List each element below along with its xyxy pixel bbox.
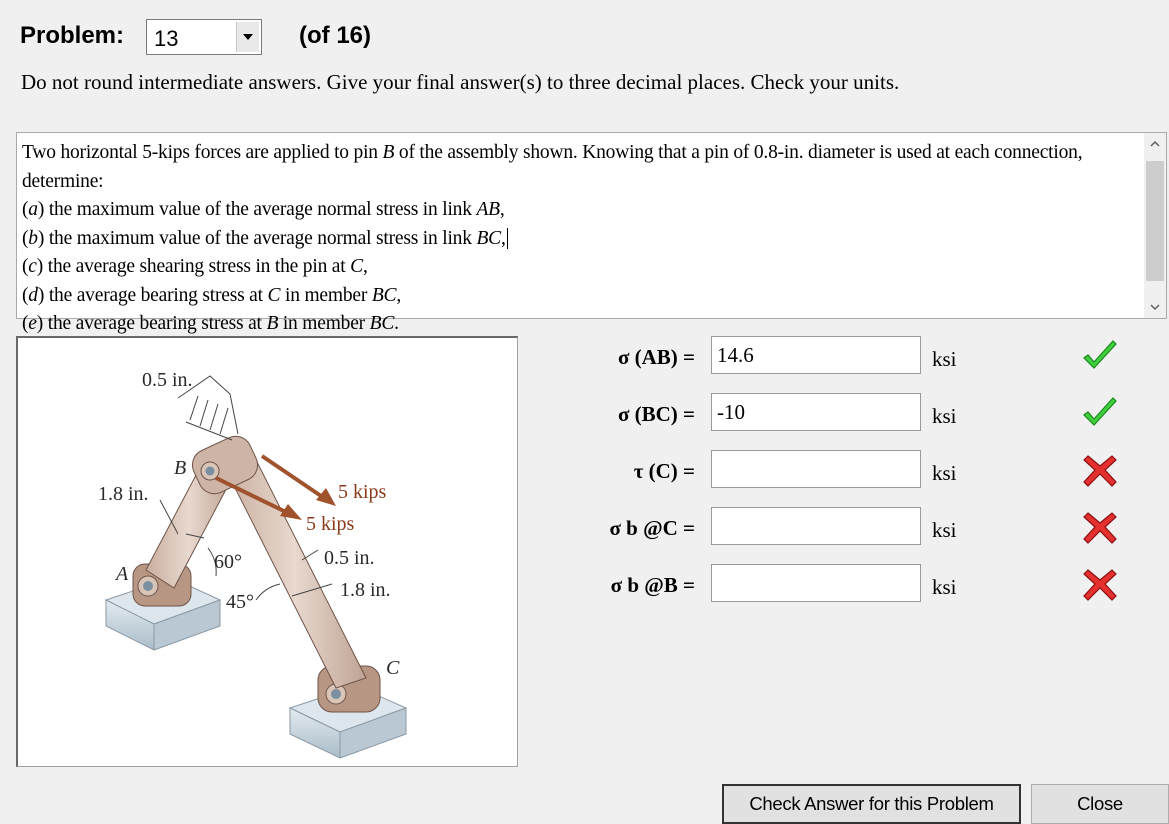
tau-c-input[interactable] (711, 450, 921, 488)
sigma-bc-input[interactable] (711, 393, 921, 431)
dim-right-2-label: 1.8 in. (340, 579, 391, 601)
angle-60-label: 60° (214, 551, 242, 573)
problem-number-dropdown[interactable] (146, 19, 262, 55)
answer-label: σ b @C = (609, 516, 695, 540)
point-a-label: A (116, 563, 129, 585)
force-2-label: 5 kips (306, 513, 355, 535)
problem-item-b: (b) the maximum value of the average normal stress in link BC, (22, 227, 506, 249)
scroll-down-arrow-icon[interactable] (1144, 296, 1166, 318)
problem-label: Problem: (20, 22, 125, 49)
answer-row-tau-c (560, 450, 1160, 490)
problem-statement (22, 139, 1137, 339)
answer-row-sigma-b-b (560, 564, 1160, 604)
checkmark-icon (1080, 395, 1120, 431)
force-1-label: 5 kips (338, 481, 387, 503)
problem-item-e: (e) the average bearing stress at B in member BC. (22, 313, 399, 334)
answer-label: τ (C) = (633, 459, 695, 483)
dim-left-label: 1.8 in. (98, 483, 149, 505)
scrollbar-thumb[interactable] (1146, 161, 1164, 281)
answer-label: σ b @B = (610, 573, 695, 597)
close-button[interactable]: Close (1031, 784, 1169, 824)
problem-intro: Two horizontal 5-kips forces are applied to pin B of the assembly shown. Knowing that a pin of 0.8-in. diameter is used at each connection, determine: (22, 142, 1083, 192)
point-c-label: C (386, 657, 400, 679)
problem-number-value: 13 (154, 26, 179, 51)
scroll-up-arrow-icon[interactable] (1144, 133, 1166, 155)
check-answer-button[interactable]: Check Answer for this Problem (722, 784, 1021, 824)
cross-icon (1080, 509, 1120, 545)
problem-text-box[interactable] (16, 132, 1167, 334)
cross-icon (1080, 566, 1120, 602)
problem-figure (16, 336, 518, 767)
instructions-text: Do not round intermediate answers. Give your final answer(s) to three decimal places. Check your units. (21, 70, 900, 94)
unit-label: ksi (932, 404, 957, 428)
problem-item-a: (a) the maximum value of the average normal stress in link AB, (22, 199, 505, 220)
problem-item-c: (c) the average shearing stress in the pin at C, (22, 256, 368, 277)
dim-top-label: 0.5 in. (142, 369, 193, 391)
answer-label: σ (AB) = (617, 345, 695, 369)
vertical-scrollbar[interactable] (1144, 133, 1166, 318)
unit-label: ksi (932, 575, 957, 599)
sigma-b-at-c-input[interactable] (711, 507, 921, 545)
answer-row-sigma-b-c (560, 507, 1160, 547)
unit-label: ksi (932, 461, 957, 485)
answer-row-sigma-ab (560, 336, 1160, 376)
unit-label: ksi (932, 347, 957, 371)
checkmark-icon (1080, 338, 1120, 374)
dim-right-1-label: 0.5 in. (324, 547, 375, 569)
problem-total: (of 16) (299, 22, 371, 49)
sigma-b-at-b-input[interactable] (711, 564, 921, 602)
angle-45-label: 45° (226, 591, 254, 613)
answer-label: σ (BC) = (617, 402, 695, 426)
cross-icon (1080, 452, 1120, 488)
problem-item-d: (d) the average bearing stress at C in member BC, (22, 284, 402, 306)
sigma-ab-input[interactable] (711, 336, 921, 374)
point-b-label: B (174, 457, 187, 479)
chevron-down-icon[interactable] (236, 22, 259, 52)
answer-row-sigma-bc (560, 393, 1160, 433)
unit-label: ksi (932, 518, 957, 542)
